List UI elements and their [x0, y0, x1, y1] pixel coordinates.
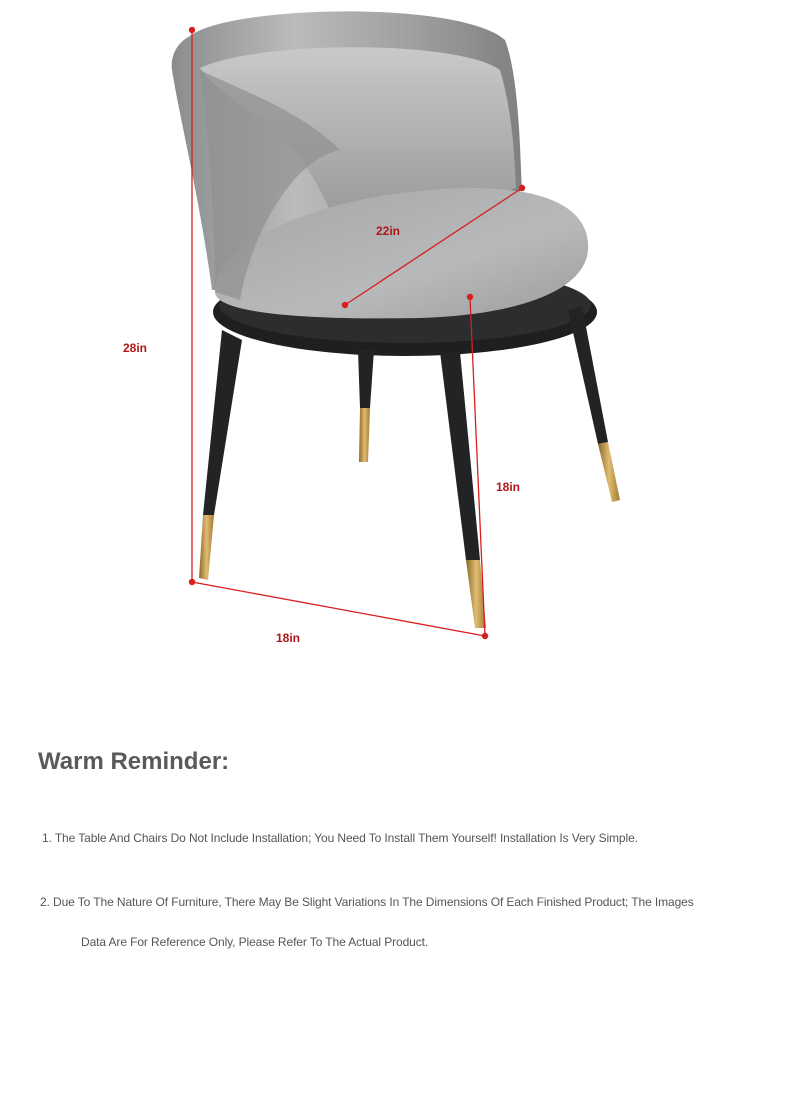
reminder-title: Warm Reminder: [38, 748, 230, 775]
seat-height-dimension-label: 18in [496, 480, 521, 494]
reminder-note-1: 1. The Table And Chairs Do Not Include Installation; You Need To Install Them Yourself! Installation Is Very Simple. [42, 831, 638, 845]
chair-illustration [172, 11, 620, 628]
reminder-note-2-line-1: 2. Due To The Nature Of Furniture, There May Be Slight Variations In The Dimensions Of Each Finished Product; The Images [40, 895, 694, 909]
reminder-note-2-line-2: Data Are For Reference Only, Please Refer To The Actual Product. [81, 935, 429, 949]
seat-diagonal-dimension-label: 22in [376, 224, 401, 238]
width-dimension-line [192, 582, 485, 636]
width-dimension-label: 18in [276, 631, 301, 645]
height-dimension-label: 28in [123, 341, 148, 355]
